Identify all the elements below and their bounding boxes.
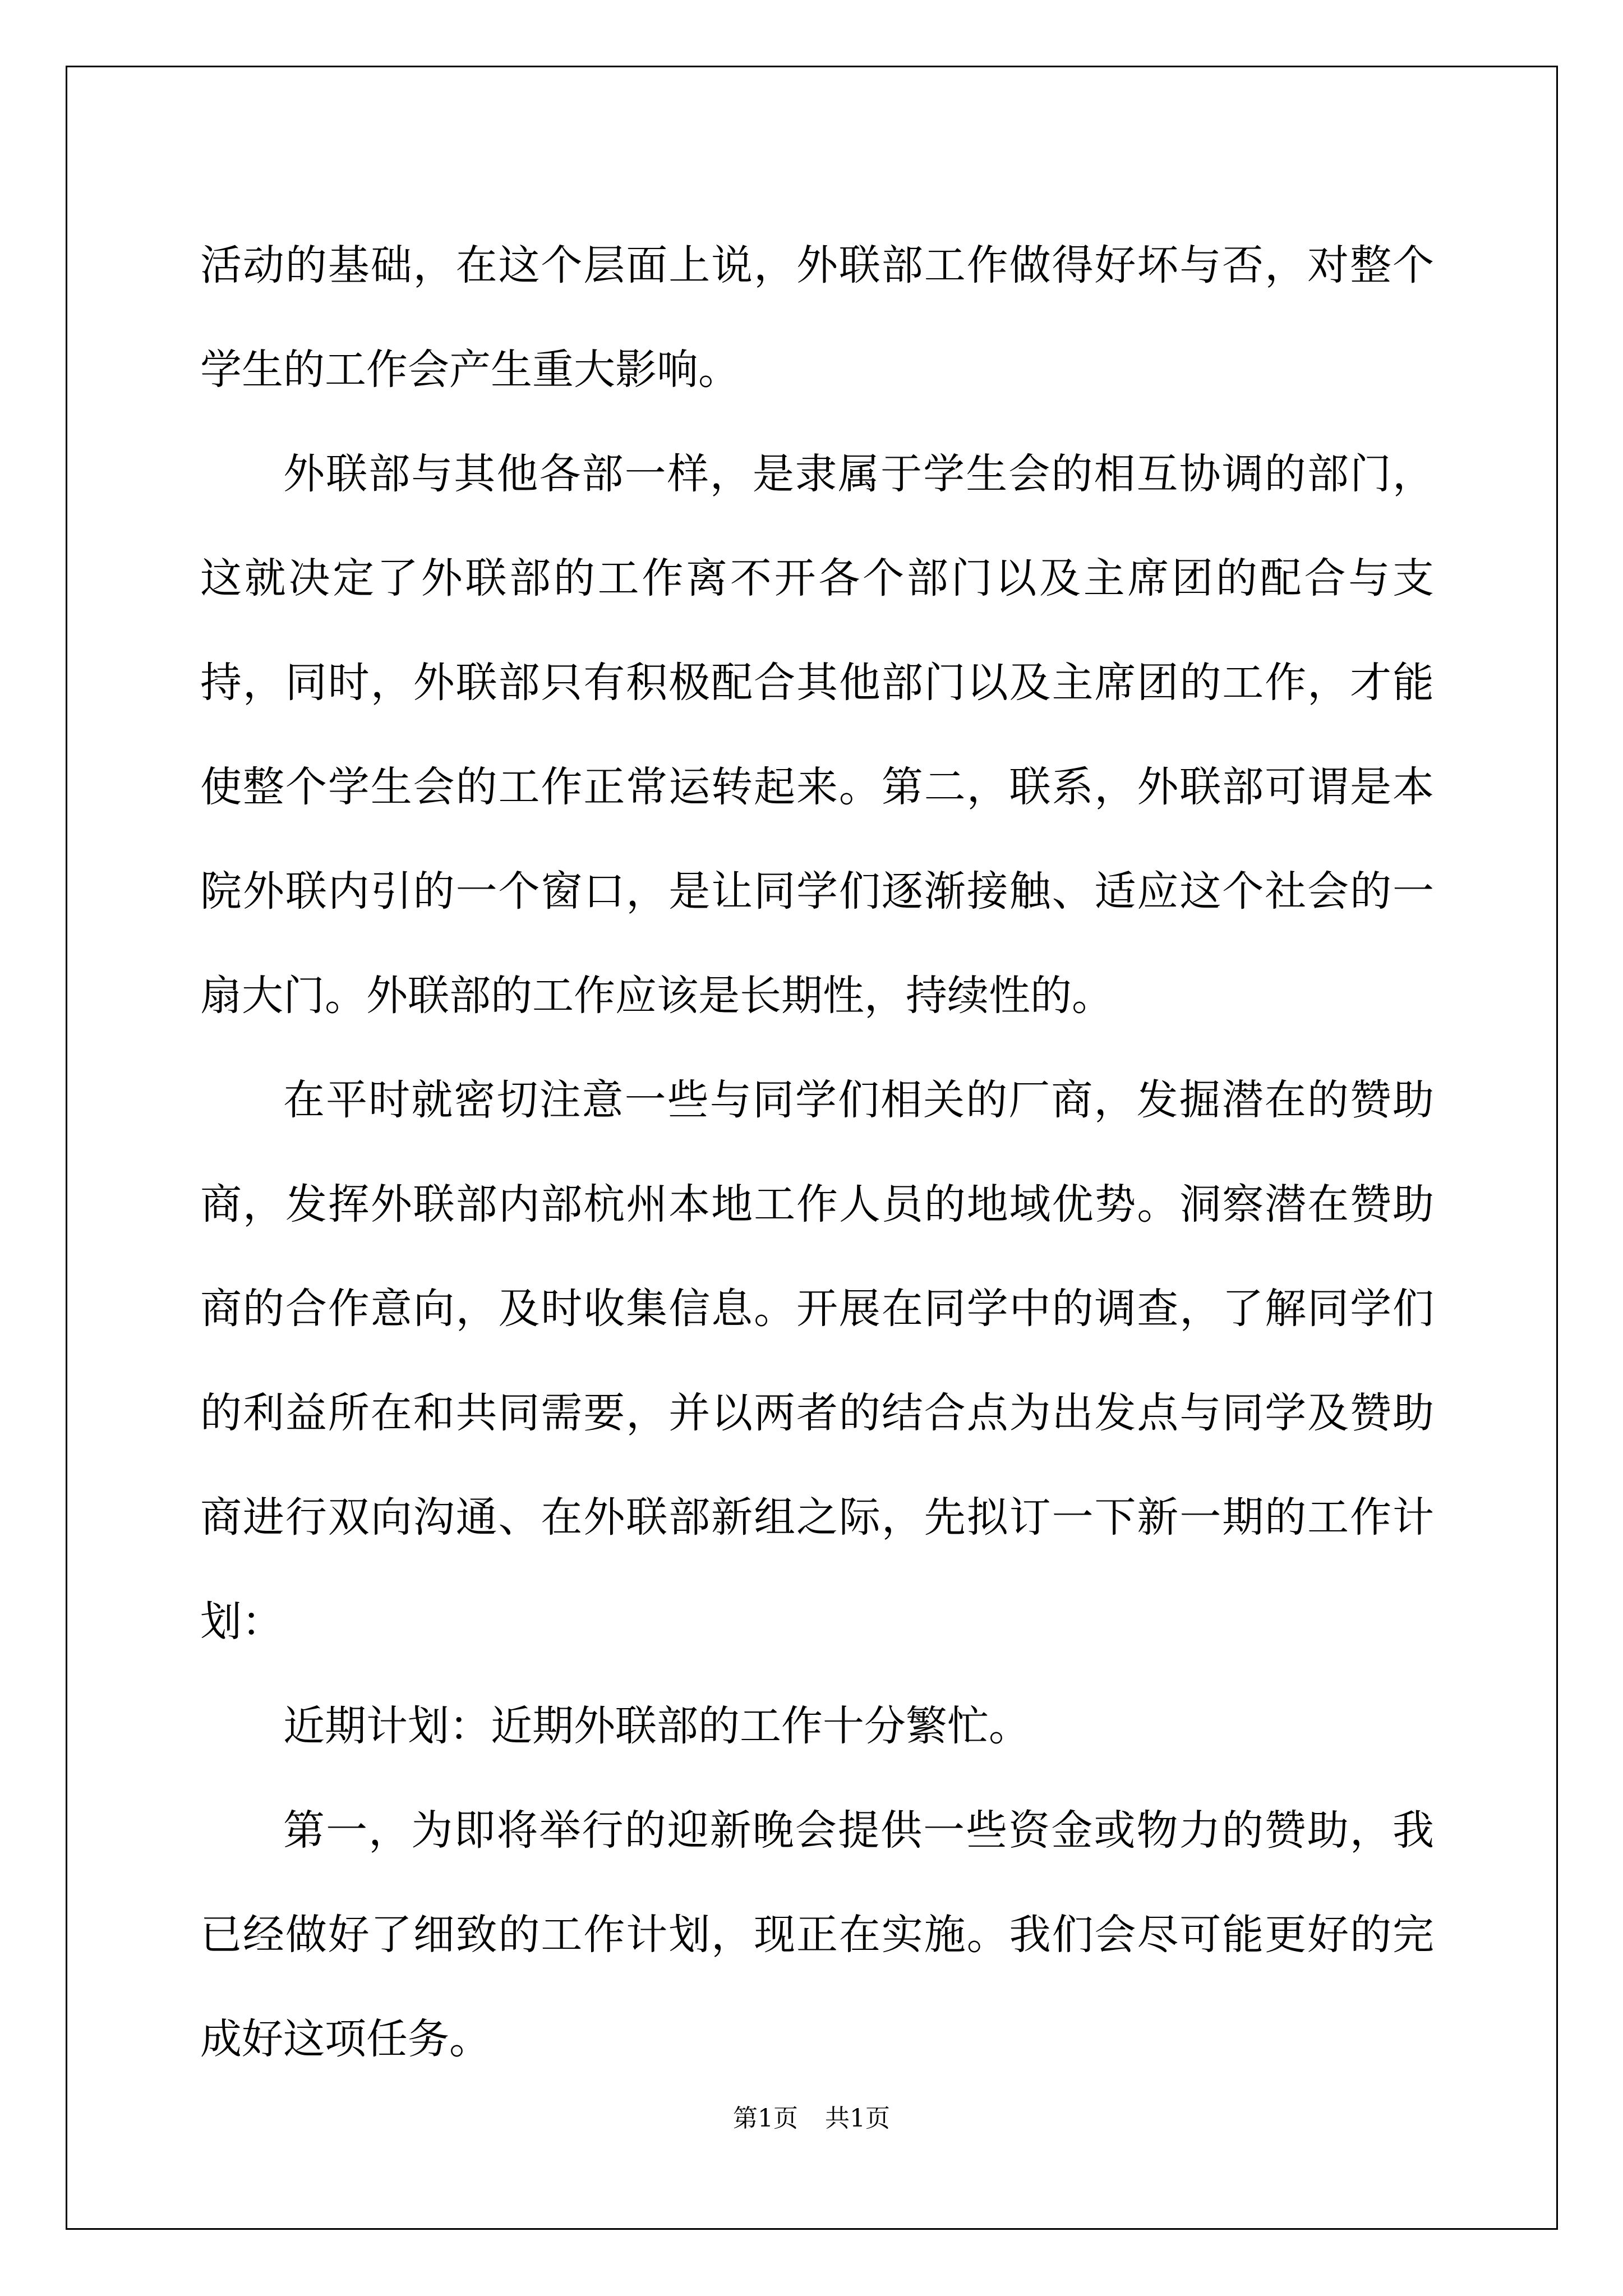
- page-number: 第1页: [733, 2104, 798, 2133]
- paragraph-3: 在平时就密切注意一些与同学们相关的厂商，发掘潜在的赞助商，发挥外联部内部杭州本地工作人员的地域优势。洞察潜在赞助商的合作意向，及时收集信息。开展在同学中的调查，了解同学们的利益所在和共同需要，并以两者的结合点为出发点与同学及赞助商进行双向沟通、在外联部新组之际，先拟订一下新一期的工作计划：: [200, 1076, 1434, 1646]
- paragraph-5: 第一，为即将举行的迎新晚会提供一些资金或物力的赞助，我已经做好了细致的工作计划，现正在实施。我们会尽可能更好的完成好这项任务。: [200, 1806, 1434, 2063]
- paragraph-1: 活动的基础，在这个层面上说，外联部工作做得好坏与否，对整个学生的工作会产生重大影响。: [200, 241, 1434, 394]
- paragraph-4: 近期计划：近期外联部的工作十分繁忙。: [283, 1702, 1030, 1750]
- paragraph-2: 外联部与其他各部一样，是隶属于学生会的相互协调的部门，这就决定了外联部的工作离不开各个部门以及主席团的配合与支持，同时，外联部只有积极配合其他部门以及主席团的工作，才能使整个学生会的工作正常运转起来。第二，联系，外联部可谓是本院外联内引的一个窗口，是让同学们逐渐接触、适应这个社会的一扇大门。外联部的工作应该是长期性，持续性的。: [200, 450, 1434, 1020]
- page-footer: [0, 2098, 1623, 2134]
- page-total: 共1页: [825, 2104, 890, 2133]
- document-body: [200, 213, 1434, 2091]
